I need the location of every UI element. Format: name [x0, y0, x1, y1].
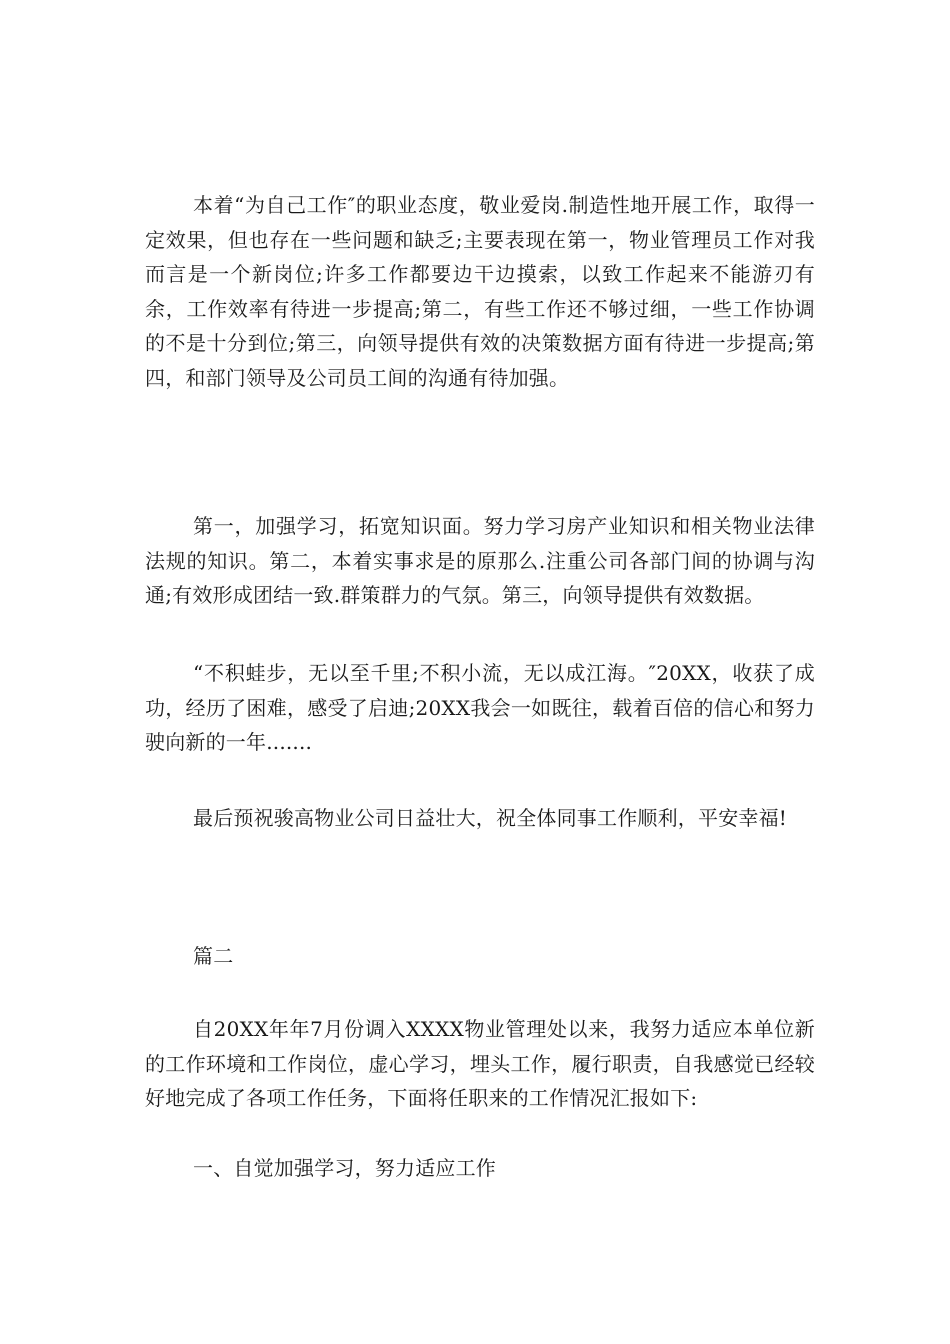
subheading-study-and-adapt: 一、自觉加强学习，努力适应工作	[193, 1156, 496, 1180]
paragraph-self-assessment: 本着“为自己工作″的职业态度，敬业爱岗.制造性地开展工作，取得一定效果，但也存在一些问题和缺乏;主要表现在第一，物业管理员工作对我而言是一个新岗位;许多工作都要边干边摸索，以致工作起来不能游刃有余，工作效率有待进一步提高;第二，有些工作还不够过细，一些工作协调的不是十分到位;第三，向领导提供有效的决策数据方面有待进一步提高;第四，和部门领导及公司员工间的沟通有待加强。	[145, 193, 815, 390]
section-heading-part-two: 篇二	[193, 944, 234, 968]
paragraph-closing-wishes: 最后预祝骏高物业公司日益壮大，祝全体同事工作顺利，平安幸福!	[193, 806, 788, 830]
paragraph-quote: “不积蛙步，无以至千里;不积小流，无以成江海。″20XX，收获了成功，经历了困难，感受了启迪;20XX我会一如既往，载着百倍的信心和努力驶向新的一年.......	[145, 661, 815, 754]
paragraph-introduction: 自20XX年年7月份调入XXXX物业管理处以来，我努力适应本单位新的工作环境和工作岗位，虚心学习，埋头工作，履行职责，自我感觉已经较好地完成了各项工作任务，下面将任职来的工作情况汇报如下:	[145, 1017, 815, 1110]
paragraph-improvement-plan: 第一，加强学习，拓宽知识面。努力学习房产业知识和相关物业法律法规的知识。第二，本着实事求是的原那么.注重公司各部门间的协调与沟通;有效形成团结一致.群策群力的气氛。第三，向领导提供有效数据。	[145, 514, 815, 607]
